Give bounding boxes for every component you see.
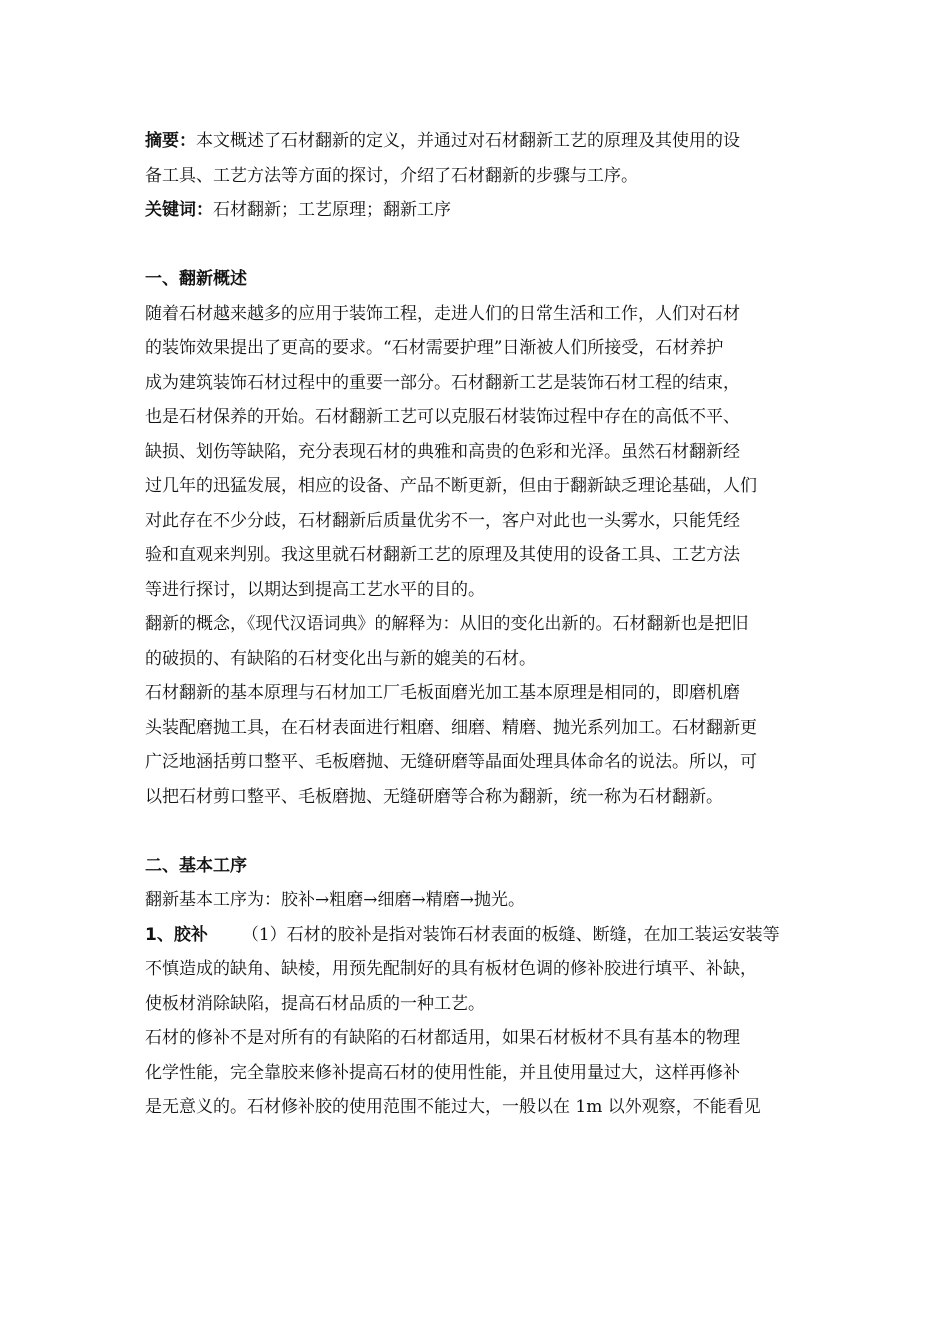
paragraph-line: 石材的修补不是对所有的有缺陷的石材都适用，如果石材板材不具有基本的物理 bbox=[145, 1028, 740, 1048]
keywords-line bbox=[145, 193, 817, 228]
section-2-heading: 二、基本工序 bbox=[145, 855, 247, 876]
paragraph-line: 验和直观来判别。我这里就石材翻新工艺的原理及其使用的设备工具、工艺方法 bbox=[145, 545, 740, 565]
paragraph-line: 的破损的、有缺陷的石材变化出与新的媲美的石材。 bbox=[145, 648, 536, 669]
keywords-label: 关键词： bbox=[145, 200, 213, 220]
repair-paragraph bbox=[145, 1021, 817, 1125]
paragraph-line: 是无意义的。石材修补胶的使用范围不能过大，一般以在 1m 以外观察，不能看见 bbox=[145, 1097, 761, 1117]
section-1-paragraph-3 bbox=[145, 676, 817, 814]
paragraph-line: 不慎造成的缺角、缺棱，用预先配制好的具有板材色调的修补胶进行填平、补缺， bbox=[145, 959, 757, 979]
section-2-intro: 翻新基本工序为：胶补→粗磨→细磨→精磨→抛光。 bbox=[145, 890, 525, 910]
spacer bbox=[145, 228, 817, 263]
paragraph-line: 广泛地涵括剪口整平、毛板磨抛、无缝研磨等晶面处理具体命名的说法。所以，可 bbox=[145, 752, 757, 772]
step-1-paragraph bbox=[145, 918, 817, 1022]
paragraph-line: 成为建筑装饰石材过程中的重要一部分。石材翻新工艺是装饰石材工程的结束， bbox=[145, 372, 740, 393]
step-1-first-line bbox=[145, 918, 817, 953]
abstract-line-1 bbox=[145, 124, 817, 159]
paragraph-line: 缺损、划伤等缺陷，充分表现石材的典雅和高贵的色彩和光泽。虽然石材翻新经 bbox=[145, 441, 740, 462]
paragraph-line: 过几年的迅猛发展，相应的设备、产品不断更新，但由于翻新缺乏理论基础，人们 bbox=[145, 476, 757, 496]
spacer bbox=[145, 814, 817, 849]
paragraph-line: 以把石材剪口整平、毛板磨抛、无缝研磨等合称为翻新，统一称为石材翻新。 bbox=[145, 786, 723, 807]
section-1-paragraph-1 bbox=[145, 297, 817, 608]
step-1-text: （1）石材的胶补是指对装饰石材表面的板缝、断缝，在加工装运安装等 bbox=[241, 924, 780, 945]
paragraph-line: 石材翻新的基本原理与石材加工厂毛板面磨光加工基本原理是相同的，即磨机磨 bbox=[145, 683, 740, 703]
paragraph-line: 的装饰效果提出了更高的要求。“石材需要护理”日渐被人们所接受，石材养护 bbox=[145, 338, 724, 358]
paragraph-line: 化学性能，完全靠胶来修补提高石材的使用性能，并且使用量过大，这样再修补 bbox=[145, 1062, 740, 1083]
keywords-text: 石材翻新；工艺原理；翻新工序 bbox=[213, 200, 451, 220]
paragraph-line: 对此存在不少分歧，石材翻新后质量优劣不一，客户对此也一头雾水，只能凭经 bbox=[145, 510, 740, 531]
paragraph-line: 使板材消除缺陷，提高石材品质的一种工艺。 bbox=[145, 993, 485, 1014]
section-1-paragraph-2 bbox=[145, 607, 817, 676]
document-page bbox=[145, 124, 817, 1125]
abstract-text-1: 本文概述了石材翻新的定义，并通过对石材翻新工艺的原理及其使用的设 bbox=[196, 131, 740, 151]
paragraph-line: 头装配磨抛工具，在石材表面进行粗磨、细磨、精磨、抛光系列加工。石材翻新更 bbox=[145, 717, 757, 738]
paragraph-line: 也是石材保养的开始。石材翻新工艺可以克服石材装饰过程中存在的高低不平、 bbox=[145, 407, 740, 427]
paragraph-line: 翻新的概念，《现代汉语词典》的解释为：从旧的变化出新的。石材翻新也是把旧 bbox=[145, 614, 749, 634]
abstract-line-2: 备工具、工艺方法等方面的探讨，介绍了石材翻新的步骤与工序。 bbox=[145, 165, 638, 186]
paragraph-line: 等进行探讨，以期达到提高工艺水平的目的。 bbox=[145, 579, 485, 600]
abstract-label: 摘要： bbox=[145, 131, 196, 151]
paragraph-line: 随着石材越来越多的应用于装饰工程，走进人们的日常生活和工作，人们对石材 bbox=[145, 303, 740, 324]
section-1-heading: 一、翻新概述 bbox=[145, 269, 247, 289]
step-1-label: 1、胶补 bbox=[145, 924, 208, 945]
